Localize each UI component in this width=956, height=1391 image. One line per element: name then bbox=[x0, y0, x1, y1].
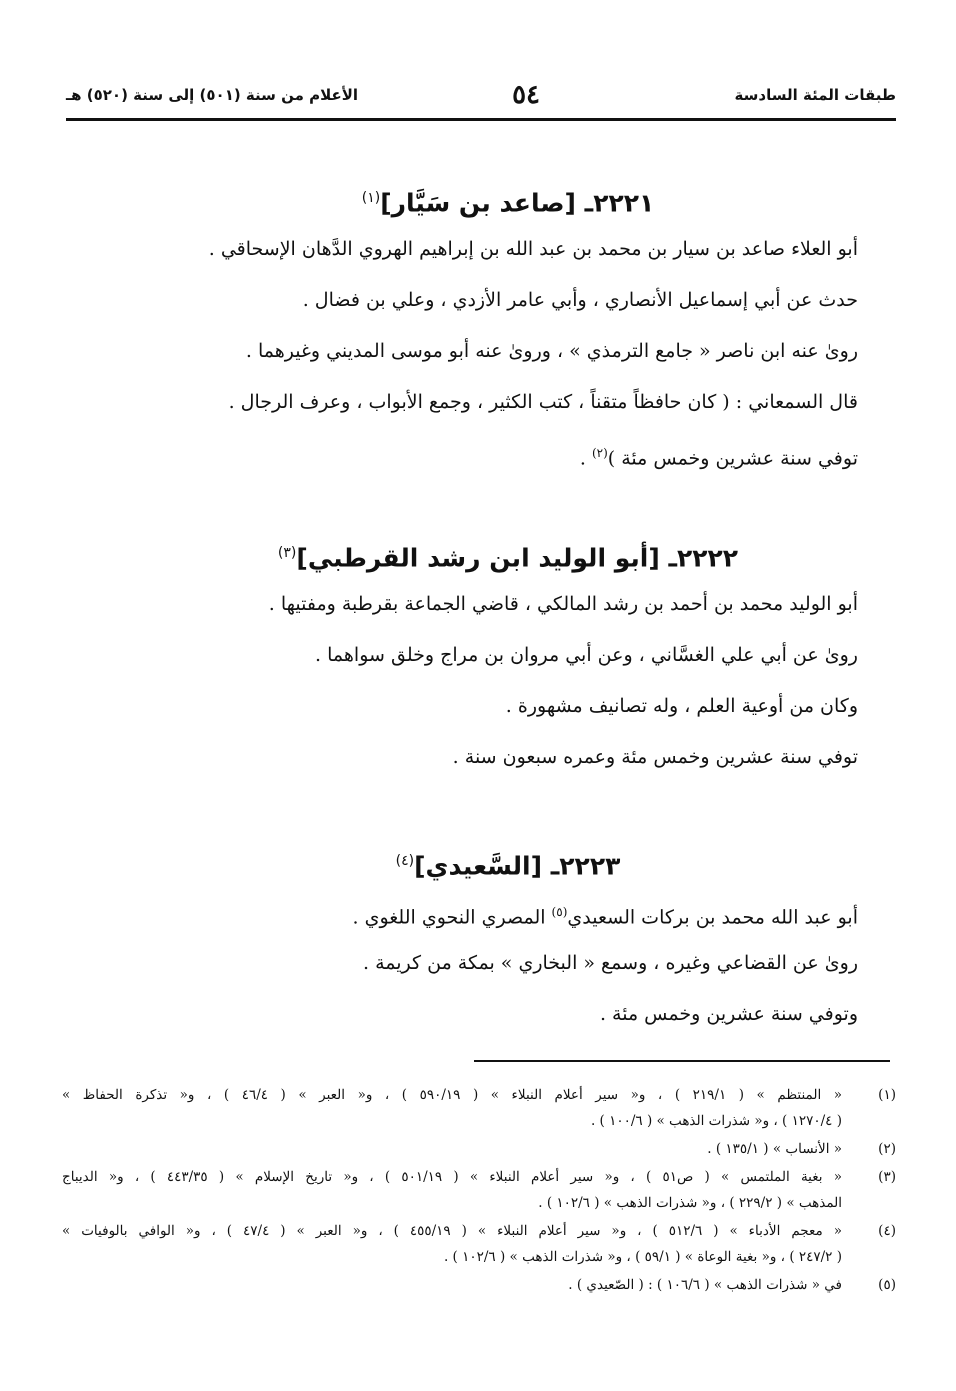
book-section-title: طبقات المئة السادسة bbox=[734, 86, 896, 104]
text-line: أبو العلاء صاعد بن سيار بن محمد بن عبد الله بن إبراهيم الهروي الدَّهان الإسحاقي . bbox=[208, 238, 858, 260]
text-line: روىٰ عنه ابن ناصر « جامع الترمذي » ، وروىٰ عنه أبو موسى المديني وغيرهما . bbox=[245, 340, 858, 362]
footnote-line: « الأنساب » ( ١٣٥/١ ) . bbox=[707, 1141, 842, 1157]
footnote-ref: (٣) bbox=[277, 545, 297, 561]
footnote bbox=[62, 1218, 896, 1270]
text-line bbox=[58, 428, 858, 479]
entry-title bbox=[58, 835, 956, 887]
biography-entry bbox=[58, 172, 858, 479]
text-line: حدث عن أبي إسماعيل الأنصاري ، وأبي عامر الأزدي ، وعلي بن فضال . bbox=[302, 289, 858, 311]
text-line: قال السمعاني : ( كان حافظاً متقناً ، كتب الكثير ، وجمع الأبواب ، وعرف الرجال . bbox=[228, 391, 858, 413]
footnote-number: (١) bbox=[878, 1087, 896, 1103]
footnote bbox=[62, 1272, 896, 1298]
footnote-separator bbox=[474, 1060, 890, 1062]
text-line bbox=[58, 887, 858, 938]
text-line: وكان من أوعية العلم ، وله تصانيف مشهورة . bbox=[505, 695, 858, 717]
entry-spacer bbox=[58, 479, 858, 527]
footnote-ref: (١) bbox=[361, 190, 381, 206]
running-header bbox=[66, 80, 896, 114]
footnote-number: (٢) bbox=[878, 1141, 896, 1157]
text-segment: . bbox=[579, 447, 592, 470]
text-segment: المصري النحوي اللغوي . bbox=[352, 906, 552, 929]
entry-title bbox=[58, 172, 956, 224]
entry-title-text: ٢٢٢٢ـ [أبو الوليد ابن رشد القرطبي] bbox=[296, 543, 739, 573]
text-line: روىٰ عن القضاعي وغيره ، وسمع « البخاري » بمكة من كريمة . bbox=[363, 952, 858, 974]
footnote-line: ( ٢٤٧/٢ ) ، و« بغية الوعاة » ( ٥٩/١ ) ، و« شذرات الذهب » ( ١٠٢/٦ ) . bbox=[443, 1249, 842, 1265]
biography-entry bbox=[58, 835, 858, 1040]
text-line: وتوفي سنة عشرين وخمس مئة . bbox=[599, 1003, 858, 1025]
entry-title-text: ٢٢٢١ـ [صاعد بن سَيَّار] bbox=[380, 188, 655, 218]
footnote-line: « المنتظم » ( ٢١٩/١ ) ، و« سير أعلام النبلاء » ( ٥٩٠/١٩ ) ، و« العبر » ( ٤٦/٤ ) ، و« تذكرة الحفاظ » bbox=[62, 1087, 843, 1103]
footnote-line: « معجم الأدباء » ( ٥١٢/٦ ) ، و« سير أعلام النبلاء » ( ٤٥٥/١٩ ) ، و« العبر » ( ٤٧/٤ ) ، و« الوافي بالوفيات » bbox=[62, 1223, 842, 1239]
footnote bbox=[62, 1164, 896, 1216]
text-segment: توفي سنة عشرين وخمس مئة ) bbox=[607, 447, 858, 470]
header-rule bbox=[66, 118, 896, 121]
footnote-line: المذهب » ( ٢٢٩/٢ ) ، و« شذرات الذهب » ( ١٠٢/٦ ) . bbox=[538, 1195, 842, 1211]
text-line: روىٰ عن أبي علي الغسَّاني ، وعن أبي مروان بن مراج وخلق سواهما . bbox=[315, 644, 858, 666]
footnote-ref: (٥) bbox=[551, 905, 568, 919]
entry-title-text: ٢٢٢٣ـ [السَّعيدي] bbox=[414, 851, 621, 881]
footnote-line: ( ١٢٧٠/٤ ) ، و« شذرات الذهب » ( ١٠٠/٦ ) . bbox=[590, 1113, 842, 1129]
footnote-number: (٤) bbox=[878, 1223, 896, 1239]
footnotes bbox=[62, 1082, 896, 1300]
text-segment: أبو عبد الله محمد بن بركات السعيدي bbox=[567, 906, 858, 929]
footnote bbox=[62, 1082, 896, 1134]
footnote-line: « بغية الملتمس » ( ص٥١ ) ، و« سير أعلام النبلاء » ( ٥٠١/١٩ ) ، و« تاريخ الإسلام » ( ٤٤٣/٣٥ ) ، و« الديباج bbox=[62, 1169, 842, 1185]
footnote bbox=[62, 1136, 896, 1162]
text-line: أبو الوليد محمد بن أحمد بن رشد المالكي ، قاضي الجماعة بقرطبة ومفتيها . bbox=[268, 593, 858, 615]
footnote-number: (٣) bbox=[878, 1169, 896, 1185]
entry-title bbox=[58, 527, 956, 579]
footnote-line: في « شذرات الذهب » ( ١٠٦/٦ ) : ( الصّعيدي ) . bbox=[568, 1277, 842, 1293]
footnote-number: (٥) bbox=[878, 1277, 896, 1293]
page-number: ٥٤ bbox=[512, 80, 540, 110]
year-range-title: الأعلام من سنة (٥٠١) إلى سنة (٥٢٠) هـ bbox=[66, 86, 359, 104]
biography-entry bbox=[58, 527, 858, 783]
main-text bbox=[58, 172, 858, 1040]
footnote-ref: (٢) bbox=[591, 446, 608, 460]
text-line: توفي سنة عشرين وخمس مئة وعمره سبعون سنة . bbox=[452, 746, 858, 768]
footnote-ref: (٤) bbox=[395, 853, 415, 869]
entry-spacer bbox=[58, 783, 858, 835]
